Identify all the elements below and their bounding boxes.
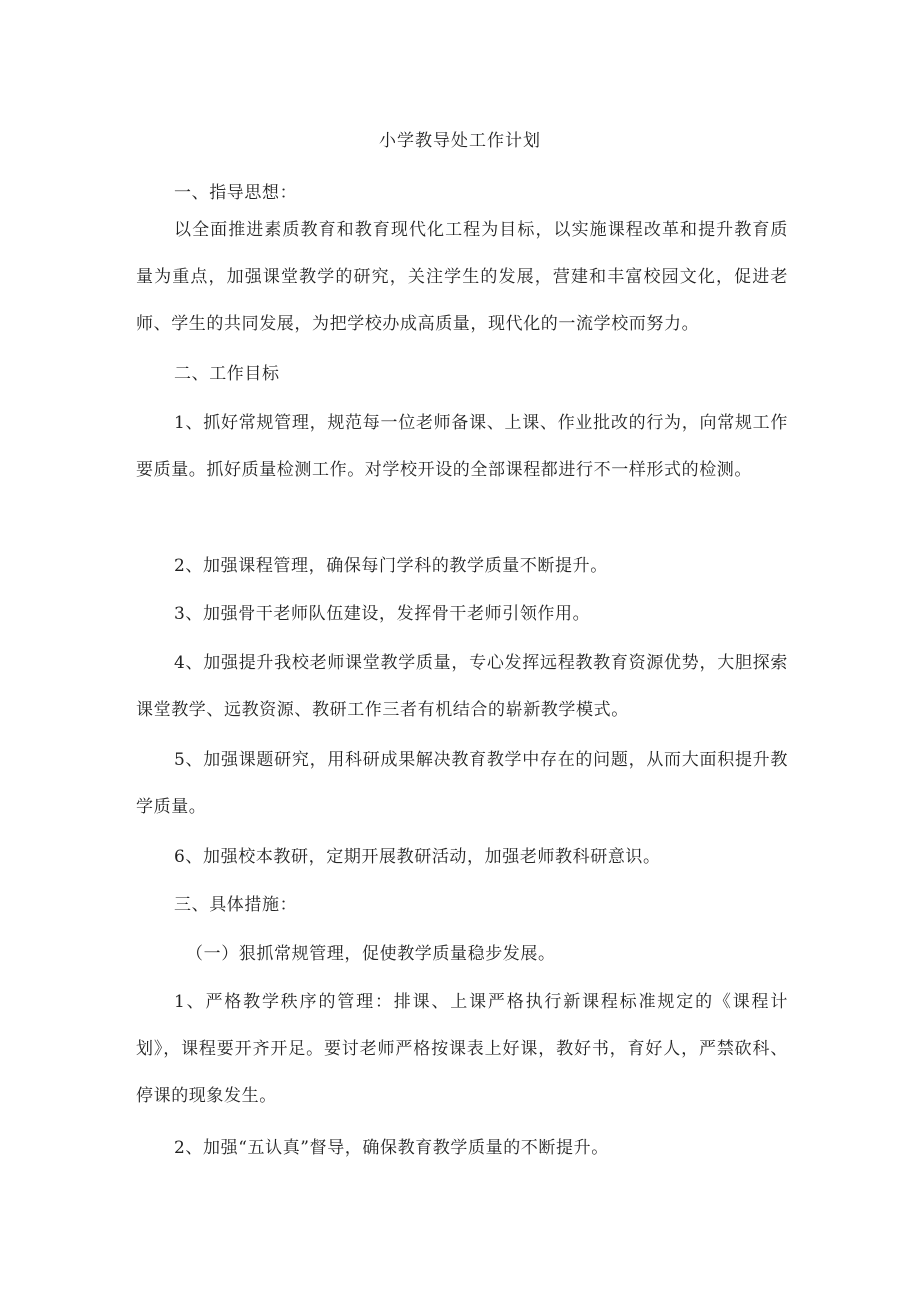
paragraph-guiding-ideology: 以全面推进素质教育和教育现代化工程为目标，以实施课程改革和提升教育质量为重点，加强课堂教学的研究，关注学生的发展，营建和丰富校园文化，促进老师、学生的共同发展，为把学校办成高质量，现代化的一流学校而努力。 [136,220,788,334]
section-heading-specific-measures: 三、具体措施： [174,895,298,915]
paragraph-measure-2: 2、加强“五认真”督导，确保教育教学质量的不断提升。 [174,1138,609,1158]
paragraph-goal-3: 3、加强骨干老师队伍建设，发挥骨干老师引领作用。 [174,604,591,624]
paragraph-measure-1: 1、严格教学秩序的管理：排课、上课严格执行新课程标准规定的《课程计划》，课程要开齐开足。要讨老师严格按课表上好课，教好书，育好人，严禁砍科、停课的现象发生。 [136,992,788,1106]
paragraph-goal-5: 5、加强课题研究，用科研成果解决教育教学中存在的问题，从而大面积提升教学质量。 [136,750,788,817]
section-heading-guiding-ideology: 一、指导思想： [174,183,298,203]
subsection-heading-routine-management: （一）狠抓常规管理，促使教学质量稳步发展。 [186,944,556,964]
paragraph-goal-2: 2、加强课程管理，确保每门学科的教学质量不断提升。 [174,556,608,576]
section-heading-work-goals: 二、工作目标 [174,364,280,384]
paragraph-goal-1: 1、抓好常规管理，规范每一位老师备课、上课、作业批改的行为，向常规工作要质量。抓好质量检测工作。对学校开设的全部课程都进行不一样形式的检测。 [136,413,788,480]
paragraph-goal-6: 6、加强校本教研，定期开展教研活动，加强老师教科研意识。 [174,847,661,867]
paragraph-goal-4: 4、加强提升我校老师课堂教学质量，专心发挥远程教教育资源优势，大胆探索课堂教学、远教资源、教研工作三者有机结合的崭新教学模式。 [136,653,788,720]
page-title: 小学教导处工作计划 [379,131,541,151]
